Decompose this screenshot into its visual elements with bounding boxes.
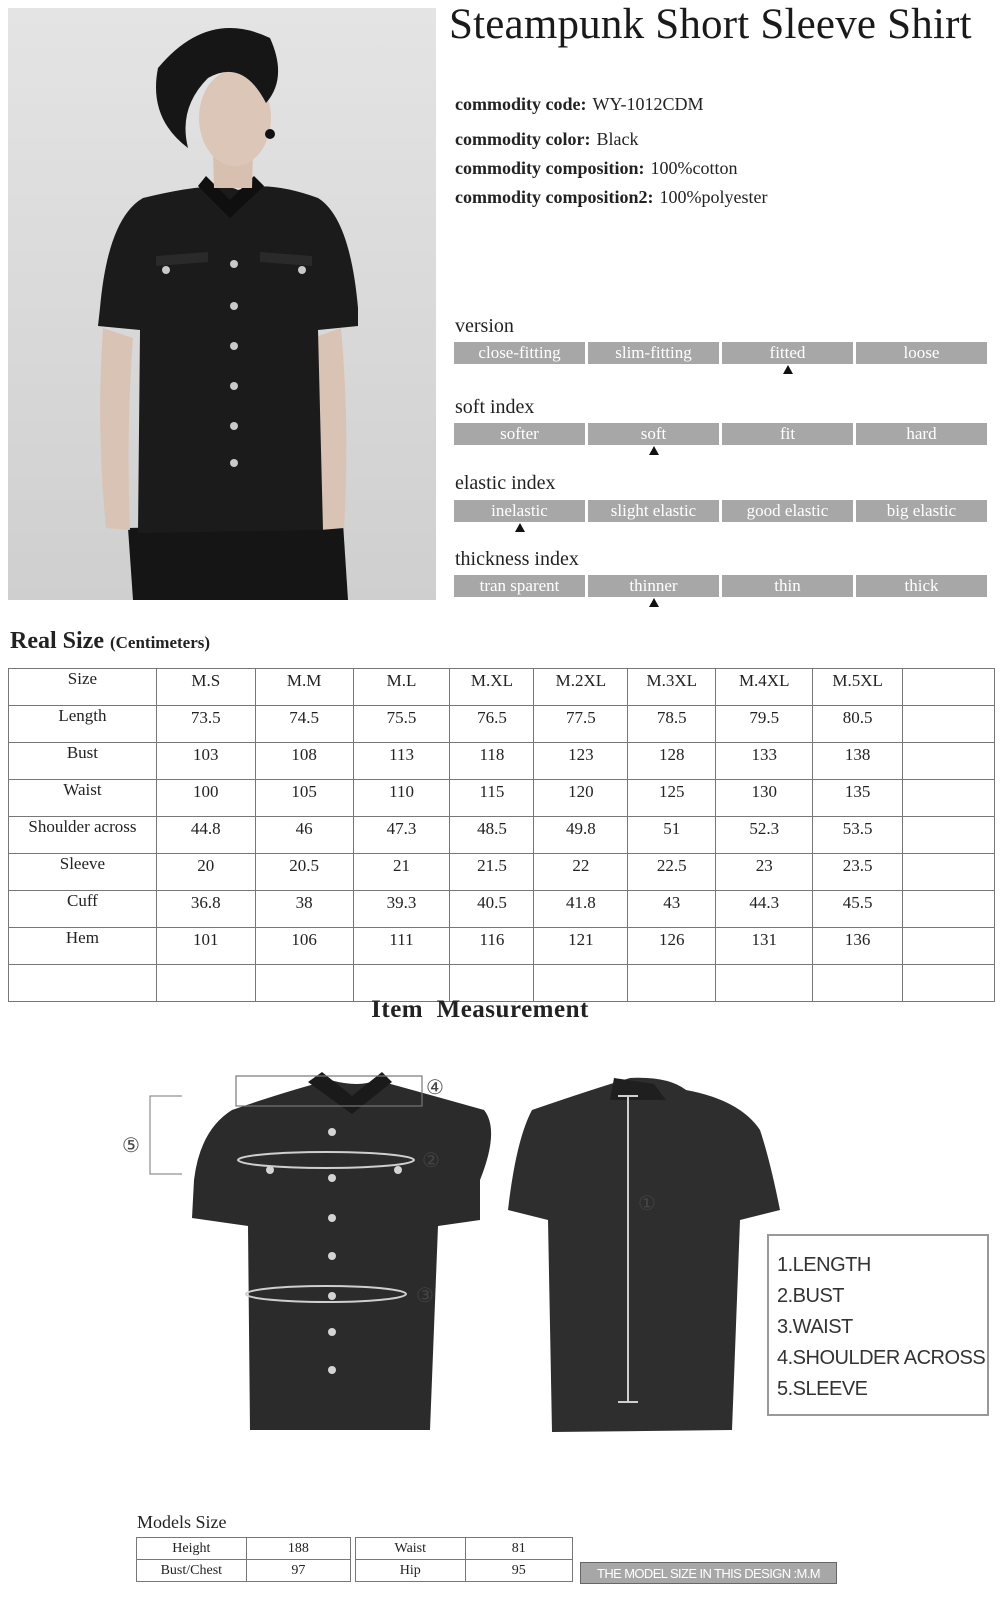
elastic-index-option-selected: inelastic (454, 500, 585, 522)
spec-commodity-composition2: commodity composition2: 100%polyester (455, 187, 768, 207)
model-illustration (8, 8, 436, 600)
size-cell: 21.5 (450, 854, 534, 891)
size-cell: 75.5 (353, 706, 450, 743)
size-cell: 43 (628, 891, 716, 928)
size-row (9, 928, 995, 965)
size-row-label: Sleeve (9, 854, 157, 891)
size-cell (903, 743, 995, 780)
product-title: Steampunk Short Sleeve Shirt (449, 1, 972, 48)
soft-index-option: fit (722, 423, 853, 445)
size-cell: 74.5 (255, 706, 353, 743)
size-row (9, 780, 995, 817)
size-row-label: Hem (9, 928, 157, 965)
size-cell: 38 (255, 891, 353, 928)
version-option-selected: fitted (722, 342, 853, 364)
size-cell: M.3XL (628, 669, 716, 706)
size-cell: 44.8 (156, 817, 255, 854)
size-cell (903, 780, 995, 817)
size-cell: M.5XL (813, 669, 903, 706)
model-hip-label: Hip (356, 1560, 466, 1582)
size-cell: 49.8 (534, 817, 628, 854)
version-scale (454, 342, 987, 364)
model-photo (8, 8, 436, 600)
size-cell: 47.3 (353, 817, 450, 854)
model-bust-label: Bust/Chest (137, 1560, 247, 1582)
size-cell: 79.5 (716, 706, 813, 743)
spec-commodity-composition: commodity composition: 100%cotton (455, 158, 738, 178)
model-height-label: Height (137, 1538, 247, 1560)
size-cell: 125 (628, 780, 716, 817)
size-cell: M.4XL (716, 669, 813, 706)
legend-item: 1.LENGTH (777, 1254, 871, 1276)
soft-index-option: hard (856, 423, 987, 445)
size-row (9, 817, 995, 854)
legend-item: 4.SHOULDER ACROSS (777, 1347, 986, 1369)
size-cell (903, 817, 995, 854)
size-cell: 23 (716, 854, 813, 891)
size-cell (903, 669, 995, 706)
size-row-label: Length (9, 706, 157, 743)
selected-marker-icon (649, 446, 659, 455)
legend-item: 2.BUST (777, 1285, 845, 1307)
elastic-index-option: big elastic (856, 500, 987, 522)
size-cell: 121 (534, 928, 628, 965)
thickness-index-scale (454, 575, 987, 597)
models-table-right (355, 1537, 573, 1582)
real-size-title: Real Size (Centimeters) (10, 628, 211, 654)
soft-index-scale (454, 423, 987, 445)
size-cell: M.S (156, 669, 255, 706)
size-cell: 53.5 (813, 817, 903, 854)
elastic-index-option: slight elastic (588, 500, 719, 522)
measurement-legend (767, 1234, 989, 1416)
item-measurement-title: Item Measurement (371, 996, 589, 1023)
size-cell: 41.8 (534, 891, 628, 928)
soft-index-label: soft index (455, 396, 535, 418)
size-cell: 44.3 (716, 891, 813, 928)
back-shirt-drawing (508, 1078, 780, 1432)
size-cell: 110 (353, 780, 450, 817)
model-size-note: THE MODEL SIZE IN THIS DESIGN :M.M (580, 1562, 837, 1584)
size-cell: 51 (628, 817, 716, 854)
model-waist-value: 81 (465, 1538, 572, 1560)
legend-item: 3.WAIST (777, 1316, 853, 1338)
size-cell: 105 (255, 780, 353, 817)
model-waist-label: Waist (356, 1538, 466, 1560)
size-row-label: Shoulder across (9, 817, 157, 854)
selected-marker-icon (649, 598, 659, 607)
size-cell: M.XL (450, 669, 534, 706)
elastic-index-option: good elastic (722, 500, 853, 522)
marker-waist: ③ (416, 1285, 434, 1307)
size-cell: 40.5 (450, 891, 534, 928)
size-cell: M.2XL (534, 669, 628, 706)
size-row (9, 743, 995, 780)
size-cell: 100 (156, 780, 255, 817)
size-row (9, 854, 995, 891)
size-cell: 111 (353, 928, 450, 965)
size-cell: 21 (353, 854, 450, 891)
size-row-label: Size (9, 669, 157, 706)
thickness-index-option-selected: thinner (588, 575, 719, 597)
size-cell: 52.3 (716, 817, 813, 854)
size-cell: 126 (628, 928, 716, 965)
measurement-diagram (120, 1070, 800, 1450)
model-height-value: 188 (246, 1538, 350, 1560)
size-row (9, 891, 995, 928)
marker-length: ① (638, 1193, 656, 1215)
thickness-index-option: thin (722, 575, 853, 597)
size-cell: 135 (813, 780, 903, 817)
soft-index-option-selected: soft (588, 423, 719, 445)
models-size-title: Models Size (137, 1512, 227, 1532)
size-cell: 108 (255, 743, 353, 780)
version-option: slim-fitting (588, 342, 719, 364)
front-shirt-drawing (192, 1072, 491, 1430)
model-hip-value: 95 (465, 1560, 572, 1582)
size-cell: 128 (628, 743, 716, 780)
version-label: version (455, 315, 514, 337)
spec-commodity-code: commodity code: WY-1012CDM (455, 94, 704, 114)
thickness-index-option: thick (856, 575, 987, 597)
models-table-left (136, 1537, 351, 1582)
size-row-label: Waist (9, 780, 157, 817)
size-cell: 80.5 (813, 706, 903, 743)
sleeve-bracket (150, 1096, 182, 1174)
size-cell: 123 (534, 743, 628, 780)
size-cell: 130 (716, 780, 813, 817)
size-cell: M.M (255, 669, 353, 706)
size-cell (903, 891, 995, 928)
size-header-row (9, 669, 995, 706)
size-cell: 116 (450, 928, 534, 965)
size-cell: 76.5 (450, 706, 534, 743)
size-cell: 45.5 (813, 891, 903, 928)
size-cell: 78.5 (628, 706, 716, 743)
size-cell: 131 (716, 928, 813, 965)
selected-marker-icon (515, 523, 525, 532)
size-cell: 20 (156, 854, 255, 891)
size-cell: 39.3 (353, 891, 450, 928)
size-cell: 106 (255, 928, 353, 965)
model-bust-value: 97 (246, 1560, 350, 1582)
size-cell: 36.8 (156, 891, 255, 928)
marker-sleeve: ⑤ (122, 1135, 140, 1157)
size-cell: 46 (255, 817, 353, 854)
size-cell: 138 (813, 743, 903, 780)
size-cell: 113 (353, 743, 450, 780)
size-cell: 136 (813, 928, 903, 965)
size-row-label: Cuff (9, 891, 157, 928)
size-cell (903, 854, 995, 891)
size-cell: 77.5 (534, 706, 628, 743)
spec-commodity-color: commodity color: Black (455, 129, 639, 149)
size-cell: 22 (534, 854, 628, 891)
marker-bust: ② (422, 1150, 440, 1172)
size-cell: 101 (156, 928, 255, 965)
size-row (9, 706, 995, 743)
version-option: loose (856, 342, 987, 364)
version-option: close-fitting (454, 342, 585, 364)
elastic-index-scale (454, 500, 987, 522)
size-cell: 73.5 (156, 706, 255, 743)
size-cell: 115 (450, 780, 534, 817)
soft-index-option: softer (454, 423, 585, 445)
size-cell (903, 928, 995, 965)
legend-item: 5.SLEEVE (777, 1378, 868, 1400)
size-cell: 48.5 (450, 817, 534, 854)
size-cell: 23.5 (813, 854, 903, 891)
size-cell (903, 706, 995, 743)
marker-shoulder: ④ (426, 1077, 444, 1099)
thickness-index-option: tran sparent (454, 575, 585, 597)
size-table (8, 668, 995, 1002)
thickness-index-label: thickness index (455, 548, 579, 570)
size-cell: M.L (353, 669, 450, 706)
size-cell: 22.5 (628, 854, 716, 891)
size-cell: 120 (534, 780, 628, 817)
elastic-index-label: elastic index (455, 472, 556, 494)
size-cell: 103 (156, 743, 255, 780)
size-cell: 118 (450, 743, 534, 780)
size-cell: 133 (716, 743, 813, 780)
size-row-label: Bust (9, 743, 157, 780)
selected-marker-icon (783, 365, 793, 374)
size-cell: 20.5 (255, 854, 353, 891)
